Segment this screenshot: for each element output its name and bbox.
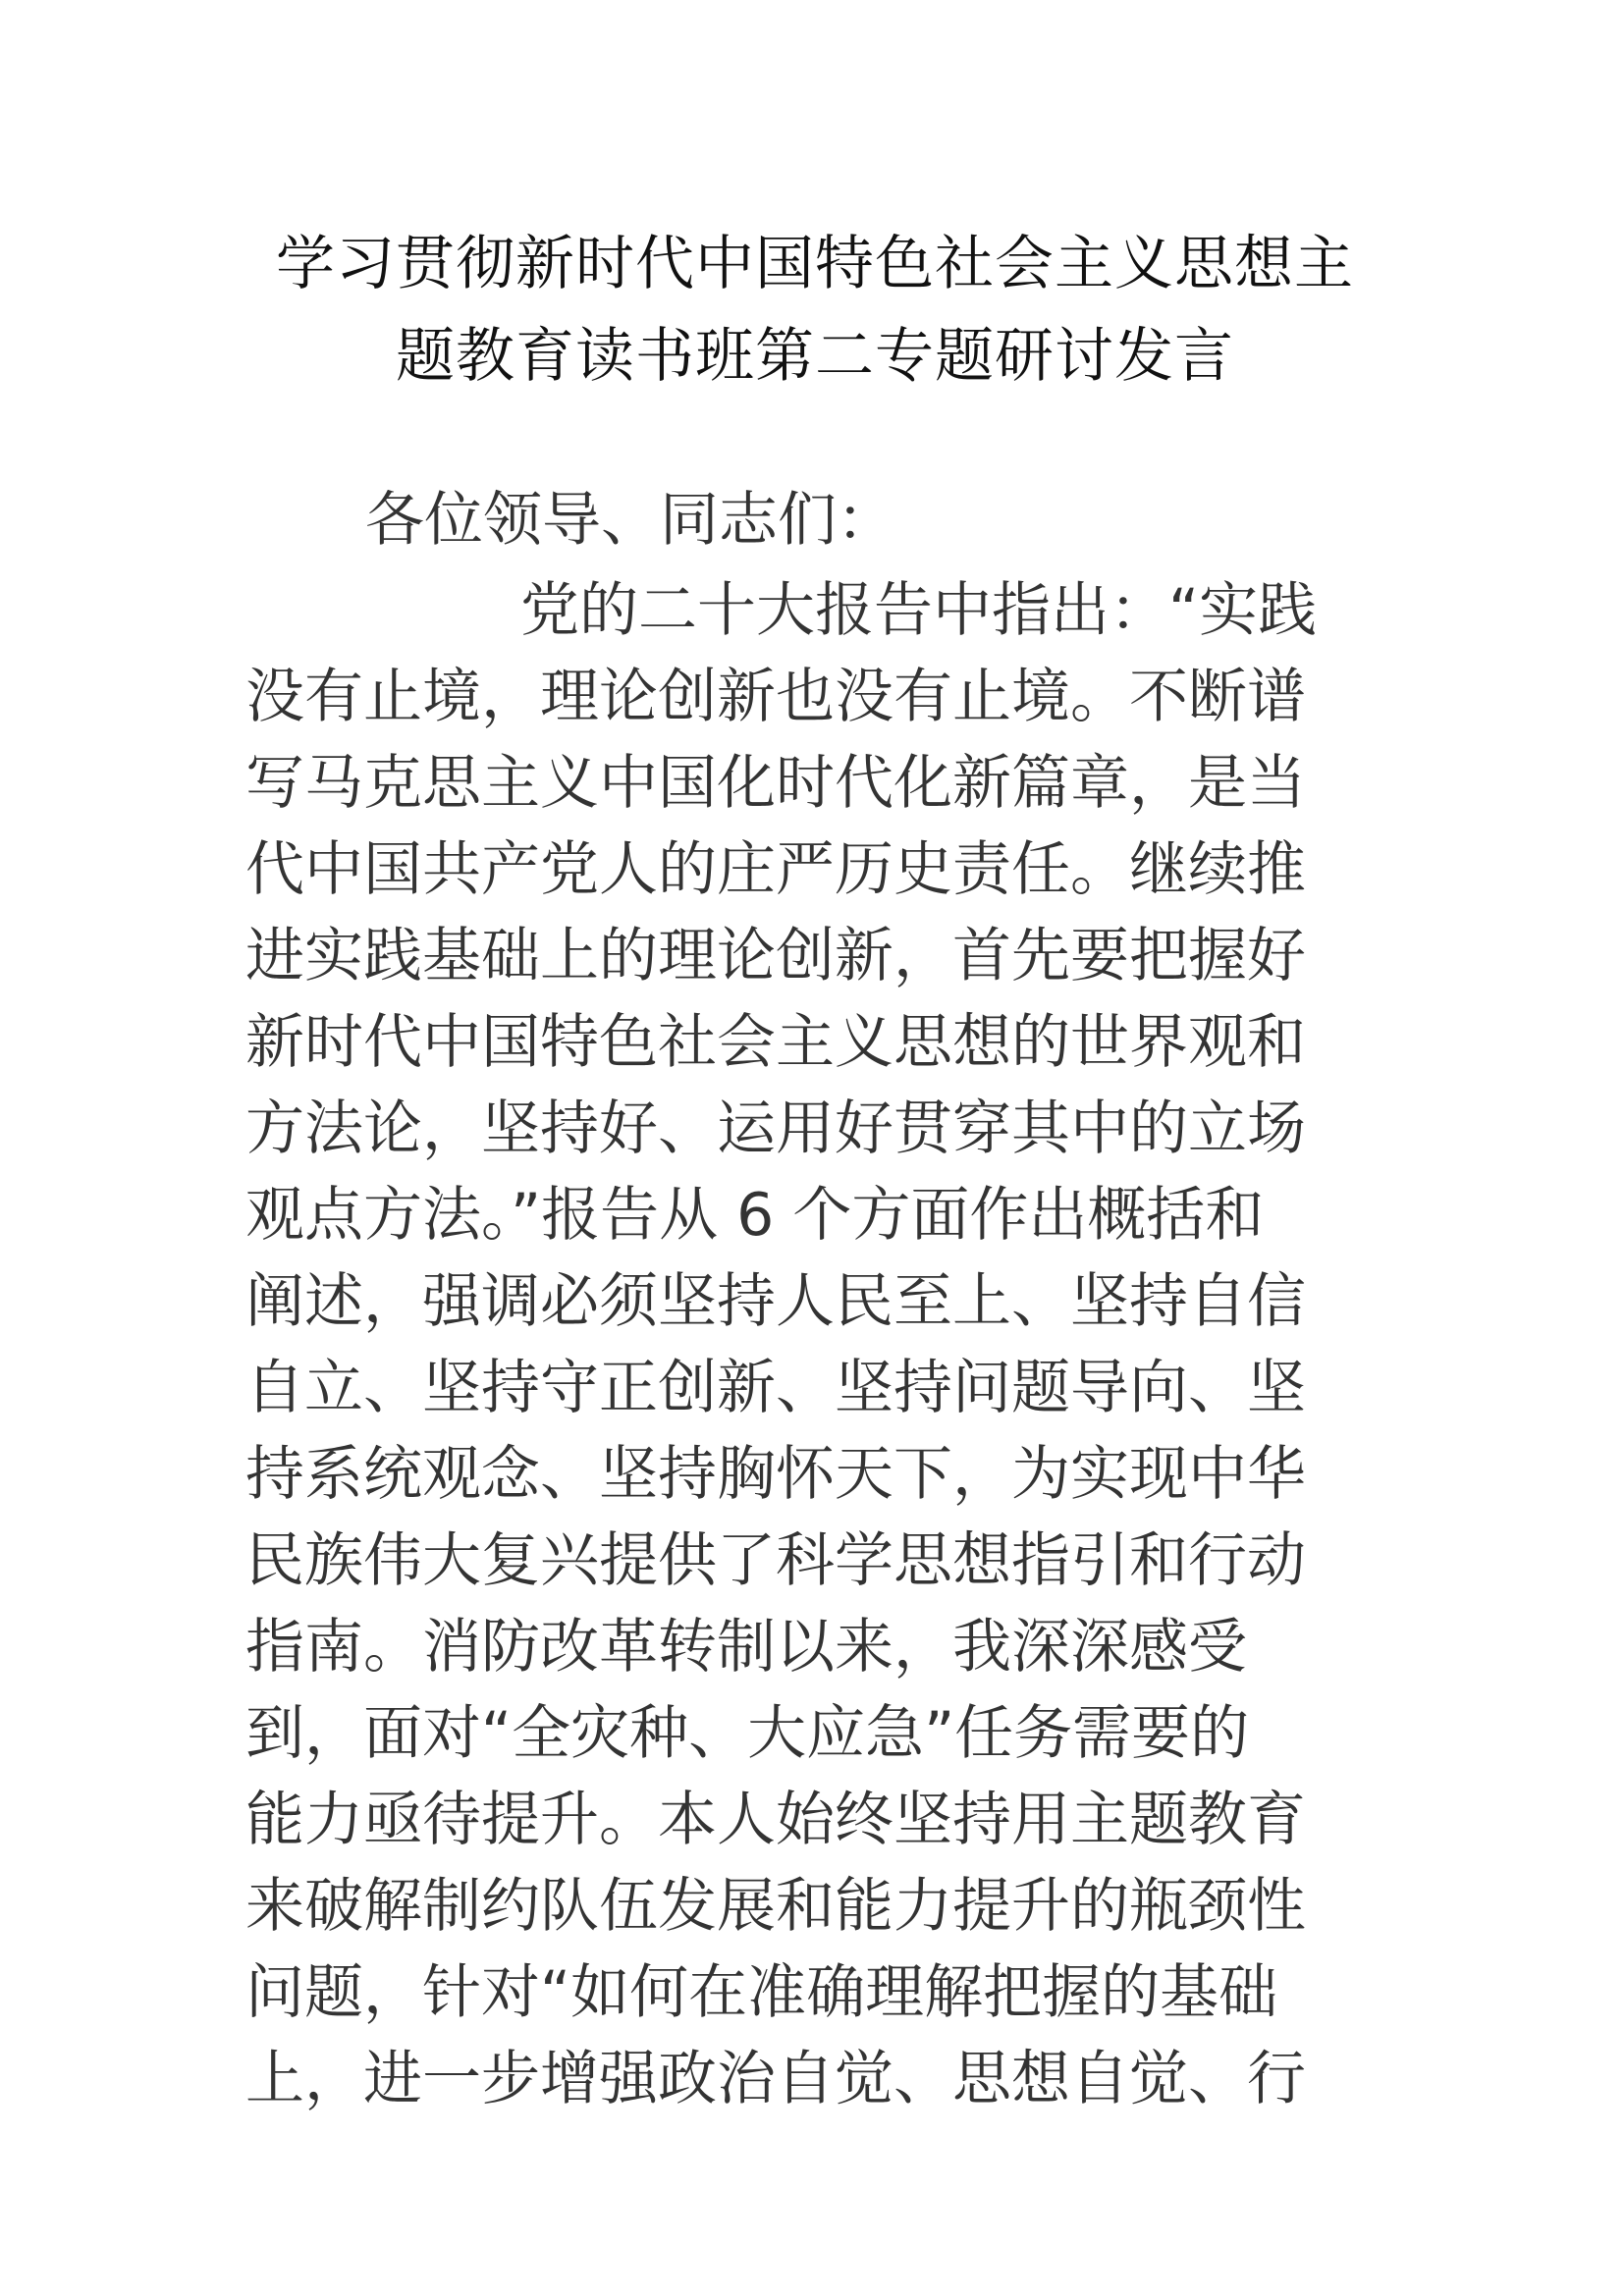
body-line-2: 没有止境，理论创新也没有止境。不断谱: [245, 663, 1306, 731]
body-line-6: 新时代中国特色社会主义思想的世界观和: [245, 1008, 1306, 1077]
body-paragraph: [245, 567, 1375, 2122]
body-line-3: 写马克思主义中国化时代化新篇章，是当: [245, 749, 1306, 818]
body-line-5: 进实践基础上的理论创新，首先要把握好: [245, 922, 1306, 990]
body-line-12: 民族伟大复兴提供了科学思想指引和行动: [245, 1526, 1306, 1595]
body-line-14: 到，面对“全灾种、大应急”任务需要的: [245, 1699, 1250, 1768]
body-line-11: 持系统观念、坚持胸怀天下，为实现中华: [245, 1440, 1306, 1509]
title-line-2: 题教育读书班第二专题研讨发言: [396, 322, 1234, 391]
body-line-15: 能力亟待提升。本人始终坚持用主题教育: [245, 1786, 1306, 1854]
body-line-4: 代中国共产党人的庄严历史责任。继续推: [245, 835, 1306, 904]
body-line-9: 阐述，强调必须坚持人民至上、坚持自信: [245, 1267, 1306, 1336]
body-line-8: 观点方法。”报告从 6 个方面作出概括和: [245, 1181, 1265, 1250]
title-line-1: 学习贯彻新时代中国特色社会主义思想主: [276, 230, 1354, 298]
body-line-13: 指南。消防改革转制以来，我深深感受: [245, 1613, 1247, 1682]
body-line-10: 自立、坚持守正创新、坚持问题导向、坚: [245, 1354, 1306, 1422]
body-line-7: 方法论，坚持好、运用好贯穿其中的立场: [245, 1095, 1306, 1163]
body-line-1: 党的二十大报告中指出：“实践: [520, 576, 1318, 645]
body-line-17: 问题，针对“如何在准确理解把握的基础: [245, 1958, 1278, 2027]
body-line-16: 来破解制约队伍发展和能力提升的瓶颈性: [245, 1872, 1306, 1941]
salutation: 各位领导、同志们：: [365, 486, 895, 555]
body-line-18: 上，进一步增强政治自觉、思想自觉、行: [245, 2045, 1306, 2113]
document-title: [226, 218, 1404, 402]
